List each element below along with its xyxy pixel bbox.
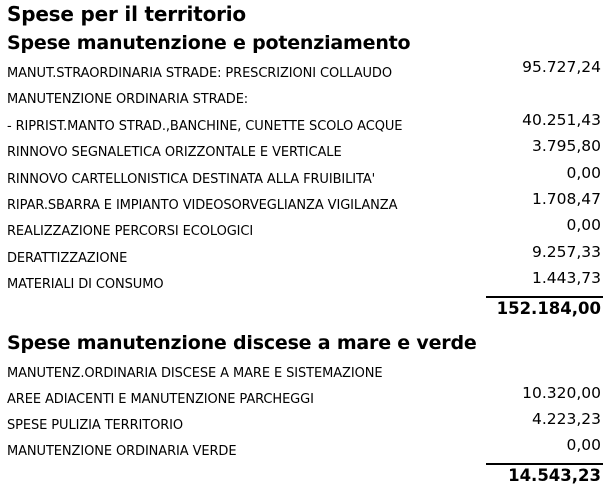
expense-label: MATERIALI DI CONSUMO bbox=[7, 277, 164, 292]
expense-amount: 0,00 bbox=[566, 436, 601, 454]
expense-label: REALIZZAZIONE PERCORSI ECOLOGICI bbox=[7, 224, 254, 239]
section-total: 152.184,00 bbox=[496, 299, 601, 318]
expense-row bbox=[0, 410, 611, 436]
expense-amount: 9.257,33 bbox=[531, 243, 601, 261]
expense-row bbox=[0, 58, 611, 84]
section-total: 14.543,23 bbox=[508, 466, 601, 485]
total-divider bbox=[486, 296, 603, 298]
expense-label: SPESE PULIZIA TERRITORIO bbox=[7, 418, 184, 433]
expense-label: MANUTENZIONE ORDINARIA VERDE bbox=[7, 444, 237, 459]
expense-label: AREE ADIACENTI E MANUTENZIONE PARCHEGGI bbox=[7, 392, 314, 407]
expense-amount: 1.708,47 bbox=[531, 190, 601, 208]
expense-row bbox=[0, 190, 611, 216]
expense-amount: 0,00 bbox=[566, 216, 601, 234]
expense-amount: 0,00 bbox=[566, 164, 601, 182]
expense-amount: 10.320,00 bbox=[522, 384, 601, 402]
expense-label: MANUT.STRAORDINARIA STRADE: PRESCRIZIONI COLLAUDO bbox=[7, 66, 392, 81]
expense-row bbox=[0, 243, 611, 269]
section-title-discese-mare-verde: Spese manutenzione discese a mare e verde bbox=[7, 332, 477, 354]
expense-row bbox=[0, 137, 611, 163]
expense-row bbox=[0, 436, 611, 462]
expense-label: RIPAR.SBARRA E IMPIANTO VIDEOSORVEGLIANZA VIGILANZA bbox=[7, 198, 398, 213]
expense-row bbox=[0, 111, 611, 137]
expense-row bbox=[0, 358, 611, 384]
expense-label: RINNOVO CARTELLONISTICA DESTINATA ALLA FRUIBILITA' bbox=[7, 172, 376, 187]
total-divider bbox=[486, 463, 603, 465]
expense-amount: 1.443,73 bbox=[531, 269, 601, 287]
expense-amount: 40.251,43 bbox=[522, 111, 601, 129]
expense-row bbox=[0, 384, 611, 410]
expense-amount: 4.223,23 bbox=[531, 410, 601, 428]
section-title-manutenzione-potenziamento: Spese manutenzione e potenziamento bbox=[7, 32, 411, 54]
expense-label: MANUTENZIONE ORDINARIA STRADE: bbox=[7, 92, 249, 107]
expense-amount: 95.727,24 bbox=[522, 58, 601, 76]
expense-amount: 3.795,80 bbox=[531, 137, 601, 155]
expense-row bbox=[0, 216, 611, 242]
expense-row bbox=[0, 84, 611, 110]
expense-label: DERATTIZZAZIONE bbox=[7, 251, 128, 266]
expense-label: - RIPRIST.MANTO STRAD.,BANCHINE, CUNETTE SCOLO ACQUE bbox=[7, 119, 403, 134]
expense-row bbox=[0, 269, 611, 295]
expense-label: RINNOVO SEGNALETICA ORIZZONTALE E VERTICALE bbox=[7, 145, 342, 160]
expense-row bbox=[0, 164, 611, 190]
page-title: Spese per il territorio bbox=[7, 2, 246, 26]
expense-label: MANUTENZ.ORDINARIA DISCESE A MARE E SISTEMAZIONE bbox=[7, 366, 383, 381]
